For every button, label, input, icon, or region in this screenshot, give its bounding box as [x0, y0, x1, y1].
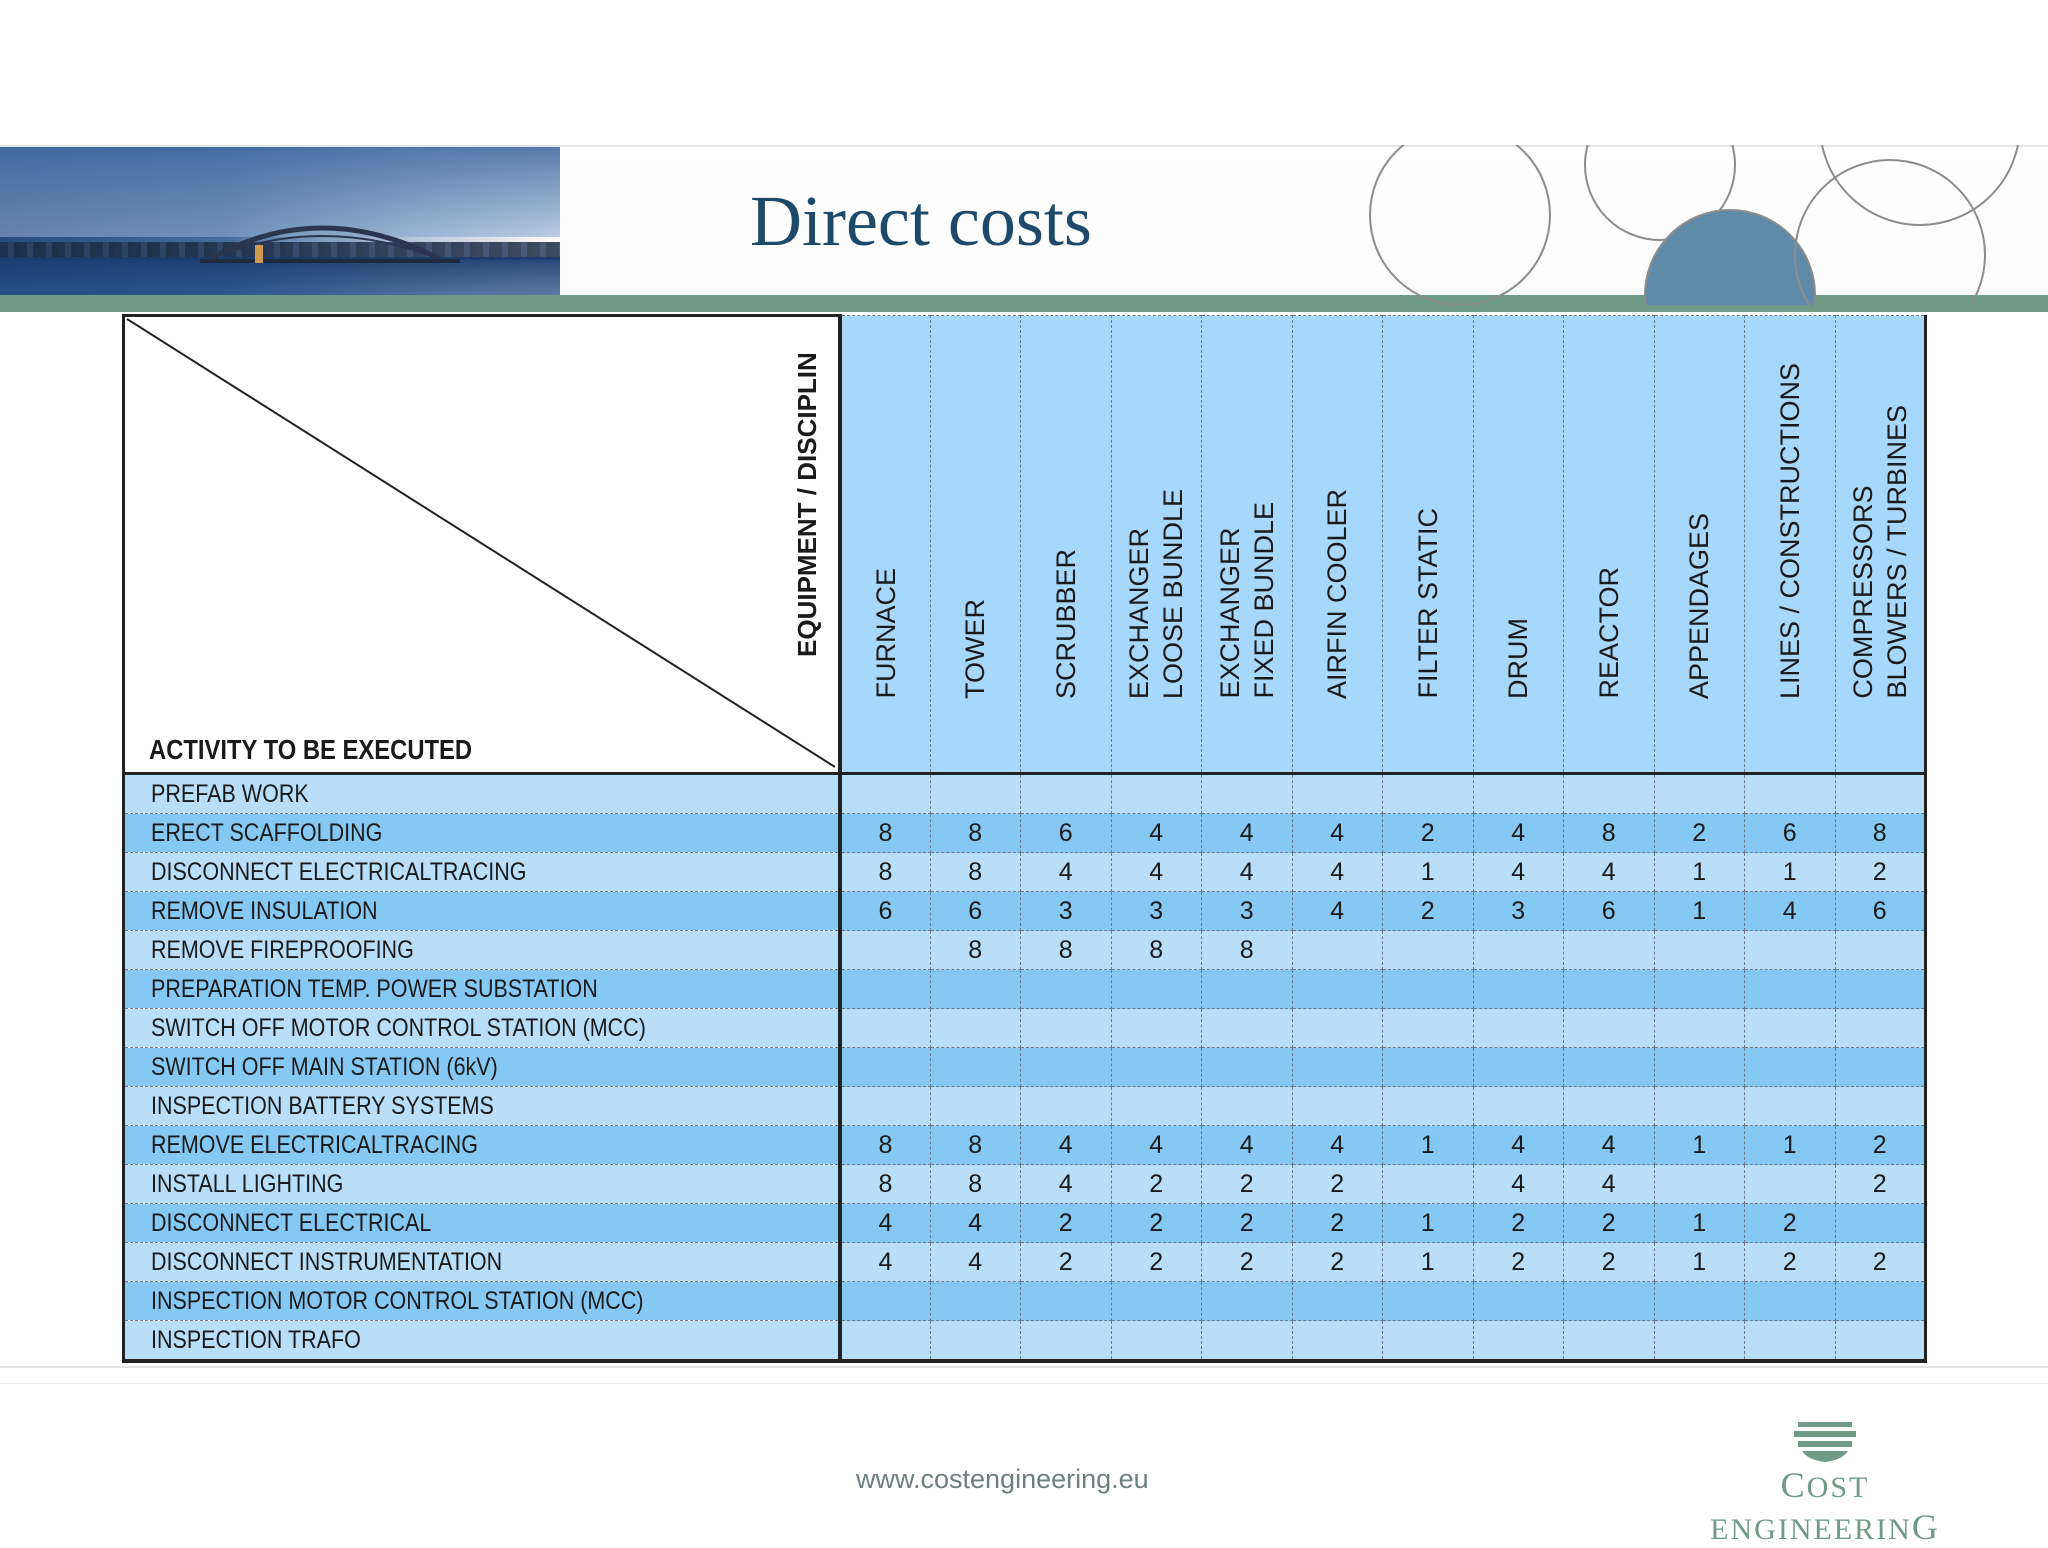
- logo-wordmark: COST ENGINEERING: [1710, 1465, 1940, 1547]
- value-cell: [840, 1321, 931, 1362]
- column-header: [930, 316, 1021, 774]
- value-cell: [1383, 931, 1474, 970]
- value-cell: 8: [1021, 931, 1112, 970]
- value-cell: 4: [1111, 1126, 1202, 1165]
- value-cell: [930, 774, 1021, 814]
- value-cell: [1745, 1087, 1836, 1126]
- table-row: [124, 1282, 1926, 1321]
- activity-label: REMOVE INSULATION: [151, 896, 378, 925]
- column-header-label: DRUM: [1503, 618, 1534, 699]
- value-cell: 2: [1292, 1243, 1383, 1282]
- value-cell: [1654, 1282, 1745, 1321]
- value-cell: [1292, 1321, 1383, 1362]
- column-header: [1745, 316, 1836, 774]
- value-cell: [840, 1087, 931, 1126]
- value-cell: 6: [1021, 814, 1112, 853]
- activity-cell: [124, 1048, 840, 1087]
- column-header: [1111, 316, 1202, 774]
- table-row: [124, 814, 1926, 853]
- value-cell: [930, 1009, 1021, 1048]
- value-cell: [1383, 1165, 1474, 1204]
- value-cell: 2: [1292, 1204, 1383, 1243]
- value-cell: [1654, 970, 1745, 1009]
- value-cell: 6: [930, 892, 1021, 931]
- value-cell: 4: [840, 1243, 931, 1282]
- activity-cell: [124, 1165, 840, 1204]
- activity-cell: [124, 814, 840, 853]
- column-header-label: TOWER: [960, 599, 991, 699]
- table-row: [124, 1204, 1926, 1243]
- value-cell: [1835, 1087, 1926, 1126]
- activity-axis-label: ACTIVITY TO BE EXECUTED: [149, 734, 473, 765]
- footer-url: www.costengineering.eu: [856, 1464, 1149, 1494]
- value-cell: [1473, 931, 1564, 970]
- activity-cell: [124, 931, 840, 970]
- value-cell: [1292, 1048, 1383, 1087]
- value-cell: 4: [1292, 892, 1383, 931]
- value-cell: 1: [1383, 1126, 1474, 1165]
- column-header-label: AIRFIN COOLER: [1322, 488, 1353, 699]
- value-cell: 4: [1111, 814, 1202, 853]
- value-cell: 1: [1745, 1126, 1836, 1165]
- value-cell: 2: [1835, 1126, 1926, 1165]
- value-cell: [1564, 970, 1655, 1009]
- column-header: [1383, 316, 1474, 774]
- value-cell: [1292, 1282, 1383, 1321]
- value-cell: 2: [1202, 1204, 1293, 1243]
- value-cell: [1473, 774, 1564, 814]
- column-header-label: EXCHANGER FIXED BUNDLE: [1214, 502, 1279, 699]
- value-cell: [1745, 1048, 1836, 1087]
- activity-cell: [124, 1126, 840, 1165]
- activity-label: INSPECTION BATTERY SYSTEMS: [151, 1091, 494, 1120]
- value-cell: 4: [1292, 1126, 1383, 1165]
- value-cell: 2: [1564, 1243, 1655, 1282]
- table-row: [124, 1087, 1926, 1126]
- value-cell: [1021, 1087, 1112, 1126]
- activity-label: INSPECTION TRAFO: [151, 1325, 361, 1354]
- value-cell: 2: [1654, 814, 1745, 853]
- value-cell: [840, 774, 931, 814]
- column-header: [1292, 316, 1383, 774]
- value-cell: [840, 1282, 931, 1321]
- value-cell: [1564, 931, 1655, 970]
- decorative-circles: [1360, 145, 2048, 305]
- value-cell: 4: [1111, 853, 1202, 892]
- value-cell: [1111, 1009, 1202, 1048]
- activity-cell: [124, 1282, 840, 1321]
- value-cell: [1292, 1087, 1383, 1126]
- value-cell: [1111, 1087, 1202, 1126]
- value-cell: 2: [1835, 1243, 1926, 1282]
- activity-label: SWITCH OFF MAIN STATION (6kV): [151, 1052, 498, 1081]
- value-cell: [1202, 1321, 1293, 1362]
- corner-header-cell: [124, 316, 840, 774]
- value-cell: 4: [1202, 1126, 1293, 1165]
- value-cell: 1: [1654, 1126, 1745, 1165]
- value-cell: 8: [930, 1165, 1021, 1204]
- column-header-label: REACTOR: [1593, 567, 1624, 699]
- value-cell: [1021, 774, 1112, 814]
- direct-costs-table: [122, 314, 1927, 1363]
- value-cell: 4: [1473, 814, 1564, 853]
- value-cell: [1021, 970, 1112, 1009]
- value-cell: 2: [1745, 1204, 1836, 1243]
- value-cell: 2: [1473, 1243, 1564, 1282]
- value-cell: 8: [840, 1165, 931, 1204]
- column-header: [1564, 316, 1655, 774]
- activity-cell: [124, 892, 840, 931]
- value-cell: [1835, 774, 1926, 814]
- value-cell: 2: [1021, 1243, 1112, 1282]
- table-row: [124, 853, 1926, 892]
- activity-cell: [124, 774, 840, 814]
- activity-label: DISCONNECT ELECTRICAL: [151, 1208, 432, 1237]
- activity-cell: [124, 1321, 840, 1362]
- value-cell: 4: [930, 1243, 1021, 1282]
- activity-cell: [124, 853, 840, 892]
- value-cell: [1473, 970, 1564, 1009]
- table-row: [124, 1243, 1926, 1282]
- value-cell: 2: [1835, 853, 1926, 892]
- table-row: [124, 1048, 1926, 1087]
- value-cell: [1835, 1048, 1926, 1087]
- value-cell: [930, 1048, 1021, 1087]
- value-cell: [1745, 1009, 1836, 1048]
- activity-label: REMOVE FIREPROOFING: [151, 935, 414, 964]
- column-header-label: LINES / CONSTRUCTIONS: [1774, 362, 1805, 699]
- activity-cell: [124, 970, 840, 1009]
- value-cell: [1111, 1048, 1202, 1087]
- activity-label: PREFAB WORK: [151, 779, 309, 808]
- activity-cell: [124, 1009, 840, 1048]
- value-cell: [1111, 1321, 1202, 1362]
- value-cell: [1473, 1048, 1564, 1087]
- value-cell: [1292, 970, 1383, 1009]
- value-cell: [1654, 1009, 1745, 1048]
- value-cell: 3: [1021, 892, 1112, 931]
- value-cell: 4: [1564, 853, 1655, 892]
- activity-label: DISCONNECT ELECTRICALTRACING: [151, 857, 527, 886]
- value-cell: [1202, 1009, 1293, 1048]
- value-cell: [1292, 931, 1383, 970]
- value-cell: [1383, 1321, 1474, 1362]
- column-header: [1654, 316, 1745, 774]
- value-cell: [1745, 1282, 1836, 1321]
- value-cell: [1835, 1009, 1926, 1048]
- value-cell: 4: [1564, 1126, 1655, 1165]
- value-cell: [1111, 970, 1202, 1009]
- equipment-axis-label: EQUIPMENT / DISCIPLIN: [791, 352, 822, 657]
- footer-divider: [0, 1366, 2048, 1368]
- table-row: [124, 1126, 1926, 1165]
- value-cell: 2: [1564, 1204, 1655, 1243]
- value-cell: 4: [1473, 853, 1564, 892]
- value-cell: [840, 1048, 931, 1087]
- activity-label: SWITCH OFF MOTOR CONTROL STATION (MCC): [151, 1013, 646, 1042]
- value-cell: [1564, 774, 1655, 814]
- value-cell: [1202, 1282, 1293, 1321]
- value-cell: 3: [1202, 892, 1293, 931]
- value-cell: [1383, 1009, 1474, 1048]
- value-cell: 1: [1654, 1204, 1745, 1243]
- activity-label: REMOVE ELECTRICALTRACING: [151, 1130, 478, 1159]
- value-cell: 1: [1383, 1243, 1474, 1282]
- value-cell: 1: [1383, 853, 1474, 892]
- value-cell: 2: [1111, 1204, 1202, 1243]
- value-cell: [1835, 1321, 1926, 1362]
- value-cell: [1292, 774, 1383, 814]
- value-cell: [1654, 1321, 1745, 1362]
- table-row: [124, 774, 1926, 814]
- column-header-label: SCRUBBER: [1050, 548, 1081, 699]
- value-cell: 6: [1745, 814, 1836, 853]
- value-cell: 2: [1021, 1204, 1112, 1243]
- value-cell: 6: [1835, 892, 1926, 931]
- value-cell: 2: [1745, 1243, 1836, 1282]
- activity-label: DISCONNECT INSTRUMENTATION: [151, 1247, 503, 1276]
- value-cell: [1654, 931, 1745, 970]
- value-cell: [930, 1282, 1021, 1321]
- value-cell: [1202, 970, 1293, 1009]
- cost-engineering-logo: [1680, 1420, 1970, 1547]
- value-cell: 8: [840, 814, 931, 853]
- activity-label: INSPECTION MOTOR CONTROL STATION (MCC): [151, 1286, 644, 1315]
- value-cell: [1564, 1321, 1655, 1362]
- column-header: [1021, 316, 1112, 774]
- value-cell: 4: [1473, 1165, 1564, 1204]
- value-cell: [1383, 774, 1474, 814]
- value-cell: [1021, 1009, 1112, 1048]
- value-cell: [930, 970, 1021, 1009]
- value-cell: 8: [930, 931, 1021, 970]
- value-cell: [1564, 1009, 1655, 1048]
- value-cell: [1383, 1048, 1474, 1087]
- table-row: [124, 970, 1926, 1009]
- value-cell: 2: [1111, 1243, 1202, 1282]
- value-cell: [1745, 774, 1836, 814]
- value-cell: [1745, 1165, 1836, 1204]
- value-cell: 2: [1473, 1204, 1564, 1243]
- value-cell: [1202, 1048, 1293, 1087]
- value-cell: 1: [1654, 853, 1745, 892]
- value-cell: [1383, 970, 1474, 1009]
- value-cell: 2: [1383, 892, 1474, 931]
- value-cell: 8: [930, 1126, 1021, 1165]
- value-cell: [1564, 1048, 1655, 1087]
- value-cell: [1564, 1087, 1655, 1126]
- value-cell: 8: [840, 853, 931, 892]
- value-cell: 4: [1021, 853, 1112, 892]
- value-cell: 2: [1202, 1243, 1293, 1282]
- harbour-bridge-photo: [0, 147, 560, 302]
- value-cell: [1835, 1204, 1926, 1243]
- value-cell: [930, 1087, 1021, 1126]
- value-cell: [1654, 1048, 1745, 1087]
- footer-divider-secondary: [0, 1383, 2048, 1384]
- value-cell: 6: [1564, 892, 1655, 931]
- table-row: [124, 892, 1926, 931]
- activity-label: INSTALL LIGHTING: [151, 1169, 344, 1198]
- column-header: [1835, 316, 1926, 774]
- value-cell: 4: [1202, 814, 1293, 853]
- value-cell: 8: [1202, 931, 1293, 970]
- value-cell: [1835, 1282, 1926, 1321]
- value-cell: [1564, 1282, 1655, 1321]
- value-cell: [1111, 774, 1202, 814]
- table-header-row: [124, 316, 1926, 774]
- column-header-label: EXCHANGER LOOSE BUNDLE: [1124, 488, 1189, 699]
- value-cell: 2: [1292, 1165, 1383, 1204]
- column-header-label: APPENDAGES: [1684, 512, 1715, 699]
- value-cell: 1: [1383, 1204, 1474, 1243]
- value-cell: [1021, 1048, 1112, 1087]
- value-cell: [1383, 1087, 1474, 1126]
- value-cell: [1383, 1282, 1474, 1321]
- value-cell: 4: [1473, 1126, 1564, 1165]
- value-cell: 4: [1564, 1165, 1655, 1204]
- value-cell: 8: [1564, 814, 1655, 853]
- value-cell: [1202, 1087, 1293, 1126]
- table-row: [124, 1165, 1926, 1204]
- value-cell: 1: [1654, 892, 1745, 931]
- value-cell: 1: [1745, 853, 1836, 892]
- activity-label: PREPARATION TEMP. POWER SUBSTATION: [151, 974, 598, 1003]
- value-cell: 3: [1111, 892, 1202, 931]
- value-cell: [1654, 774, 1745, 814]
- value-cell: 4: [840, 1204, 931, 1243]
- value-cell: [1745, 931, 1836, 970]
- value-cell: [1745, 1321, 1836, 1362]
- value-cell: 8: [1111, 931, 1202, 970]
- value-cell: 4: [1021, 1126, 1112, 1165]
- value-cell: 4: [1021, 1165, 1112, 1204]
- value-cell: 1: [1654, 1243, 1745, 1282]
- value-cell: [1835, 970, 1926, 1009]
- value-cell: [1021, 1282, 1112, 1321]
- value-cell: [840, 970, 931, 1009]
- value-cell: [1473, 1282, 1564, 1321]
- activity-cell: [124, 1243, 840, 1282]
- value-cell: 3: [1473, 892, 1564, 931]
- table-row: [124, 1321, 1926, 1362]
- column-header: [1202, 316, 1293, 774]
- value-cell: 2: [1383, 814, 1474, 853]
- value-cell: 2: [1111, 1165, 1202, 1204]
- column-header-label: FILTER STATIC: [1412, 508, 1443, 699]
- slide-title: Direct costs: [750, 181, 1092, 261]
- value-cell: [840, 1009, 931, 1048]
- column-header: [1473, 316, 1564, 774]
- column-header-label: FURNACE: [870, 568, 901, 699]
- value-cell: 8: [1835, 814, 1926, 853]
- value-cell: [1745, 970, 1836, 1009]
- value-cell: 4: [930, 1204, 1021, 1243]
- table-row: [124, 931, 1926, 970]
- value-cell: 8: [840, 1126, 931, 1165]
- value-cell: [1111, 1282, 1202, 1321]
- value-cell: [1654, 1165, 1745, 1204]
- value-cell: 4: [1745, 892, 1836, 931]
- value-cell: [1654, 1087, 1745, 1126]
- value-cell: 4: [1292, 814, 1383, 853]
- value-cell: 4: [1202, 853, 1293, 892]
- value-cell: 2: [1202, 1165, 1293, 1204]
- value-cell: 6: [840, 892, 931, 931]
- value-cell: 2: [1835, 1165, 1926, 1204]
- column-header: [840, 316, 931, 774]
- value-cell: [1292, 1009, 1383, 1048]
- value-cell: [1473, 1087, 1564, 1126]
- value-cell: [1202, 774, 1293, 814]
- activity-label: ERECT SCAFFOLDING: [151, 818, 383, 847]
- column-header-label: COMPRESSORS BLOWERS / TURBINES: [1847, 405, 1912, 699]
- logo-stack-icon: [1792, 1420, 1858, 1464]
- value-cell: 8: [930, 814, 1021, 853]
- value-cell: [1473, 1009, 1564, 1048]
- activity-cell: [124, 1204, 840, 1243]
- value-cell: 4: [1292, 853, 1383, 892]
- value-cell: [840, 931, 931, 970]
- value-cell: [930, 1321, 1021, 1362]
- value-cell: [1473, 1321, 1564, 1362]
- value-cell: [1835, 931, 1926, 970]
- table-row: [124, 1009, 1926, 1048]
- activity-cell: [124, 1087, 840, 1126]
- value-cell: 8: [930, 853, 1021, 892]
- value-cell: [1021, 1321, 1112, 1362]
